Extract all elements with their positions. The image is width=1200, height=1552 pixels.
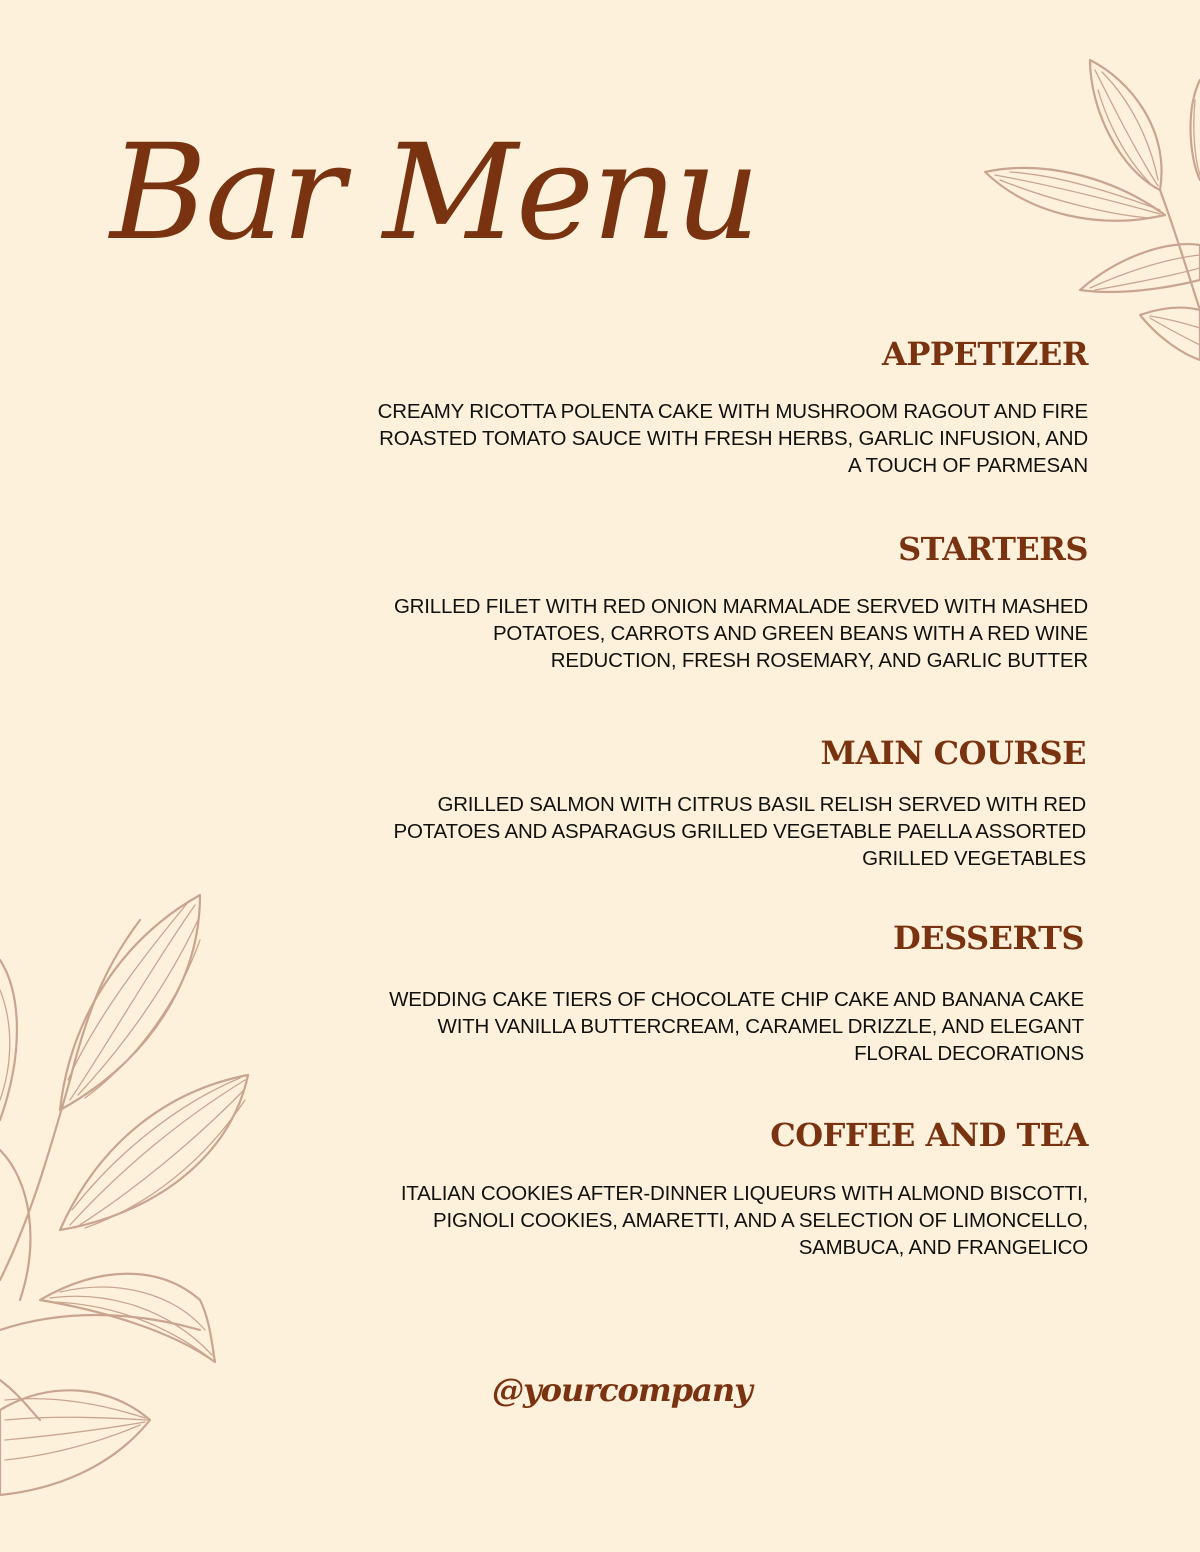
section-description: GRILLED SALMON WITH CITRUS BASIL RELISH SERVED WITH RED POTATOES AND ASPARAGUS GRILLED VEGETABLE PAELLA ASSORTED GRILLED VEGETABLES [393,793,1086,870]
menu-section-coffee-and-tea [368,1117,1088,1261]
menu-section-appetizer [368,336,1088,479]
top-right-leaf-branch-icon [985,60,1200,360]
section-description: CREAMY RICOTTA POLENTA CAKE WITH MUSHROOM RAGOUT AND FIRE ROASTED TOMATO SAUCE WITH FRESH HERBS, GARLIC INFUSION, AND A TOUCH OF PARMESAN [377,400,1088,477]
section-description: ITALIAN COOKIES AFTER-DINNER LIQUEURS WITH ALMOND BISCOTTI, PIGNOLI COOKIES, AMARETTI, AND A SELECTION OF LIMONCELLO, SAMBUCA, AND FRANGELICO [400,1182,1088,1259]
menu-section-desserts [364,920,1084,1067]
bottom-left-leaf-branch-icon [0,895,248,1495]
section-heading: MAIN COURSE [820,734,1086,772]
section-heading: APPETIZER [882,335,1088,373]
section-heading: DESSERTS [893,919,1084,957]
menu-section-starters [368,531,1088,674]
menu-title: Bar Menu [110,116,759,270]
company-handle: @yourcompany [492,1371,752,1409]
section-description: GRILLED FILET WITH RED ONION MARMALADE SERVED WITH MASHED POTATOES, CARROTS AND GREEN BEANS WITH A RED WINE REDUCTION, FRESH ROSEMARY, AND GARLIC BUTTER [393,595,1088,672]
section-description: WEDDING CAKE TIERS OF CHOCOLATE CHIP CAKE AND BANANA CAKE WITH VANILLA BUTTERCREAM, CARAMEL DRIZZLE, AND ELEGANT FLORAL DECORATIONS [389,988,1084,1065]
section-heading: STARTERS [898,530,1088,568]
section-heading: COFFEE AND TEA [770,1116,1088,1154]
menu-section-main-course [366,735,1086,872]
